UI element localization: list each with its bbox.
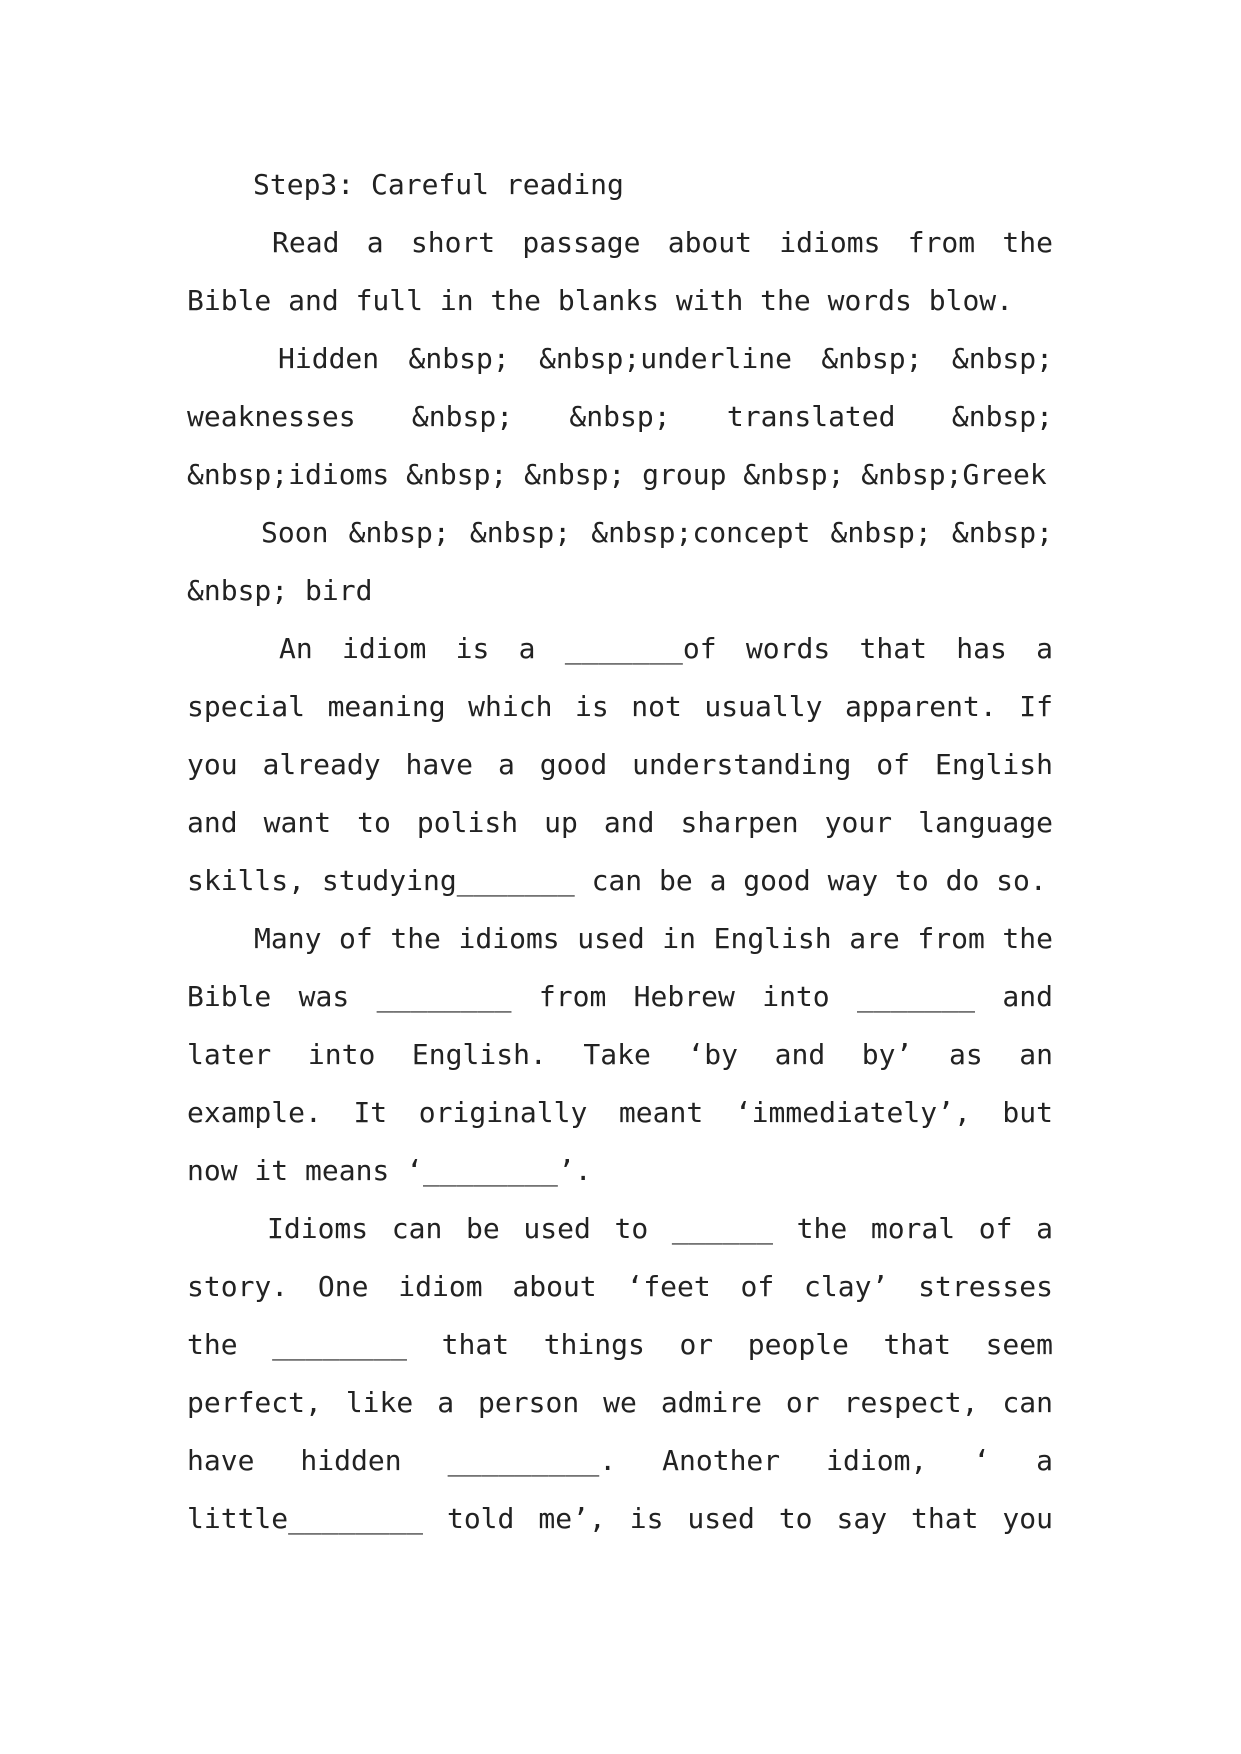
word-bank-line: weaknesses &nbsp; &nbsp; translated &nbsp; — [187, 400, 1053, 433]
passage-line: skills, studying_______ can be a good way to do so. — [187, 864, 1047, 897]
passage-line: the ________ that things or people that seem — [187, 1328, 1053, 1361]
word-bank-line: &nbsp; bird — [187, 574, 373, 607]
passage-line: you already have a good understanding of English — [187, 748, 1053, 781]
instruction-line: Read a short passage about idioms from the — [272, 226, 1053, 259]
passage-line: have hidden _________. Another idiom, ‘ a — [187, 1444, 1053, 1477]
passage-line: now it means ‘________’. — [187, 1154, 592, 1187]
passage-line: later into English. Take ‘by and by’ as an — [187, 1038, 1053, 1071]
passage-line: Bible was ________ from Hebrew into _______ and — [187, 980, 1053, 1013]
passage-line: story. One idiom about ‘feet of clay’ stresses — [187, 1270, 1053, 1303]
word-bank-line: Hidden &nbsp; &nbsp;underline &nbsp; &nbsp; — [278, 342, 1053, 375]
passage-line: perfect, like a person we admire or respect, can — [187, 1386, 1053, 1419]
passage-line: Idioms can be used to ______ the moral of a — [267, 1212, 1053, 1245]
word-bank-line: Soon &nbsp; &nbsp; &nbsp;concept &nbsp; &nbsp; — [261, 516, 1053, 549]
word-bank-line: &nbsp;idioms &nbsp; &nbsp; group &nbsp; &nbsp;Greek — [187, 458, 1047, 491]
section-heading: Step3: Careful reading — [253, 168, 624, 201]
passage-line: and want to polish up and sharpen your language — [187, 806, 1053, 839]
instruction-line: Bible and full in the blanks with the words blow. — [187, 284, 1014, 317]
passage-line: Many of the idioms used in English are from the — [254, 922, 1053, 955]
passage-line: little________ told me’, is used to say that you — [187, 1502, 1053, 1535]
passage-line: An idiom is a _______of words that has a — [279, 632, 1053, 665]
passage-line: special meaning which is not usually apparent. If — [187, 690, 1053, 723]
passage-line: example. It originally meant ‘immediately’, but — [187, 1096, 1053, 1129]
